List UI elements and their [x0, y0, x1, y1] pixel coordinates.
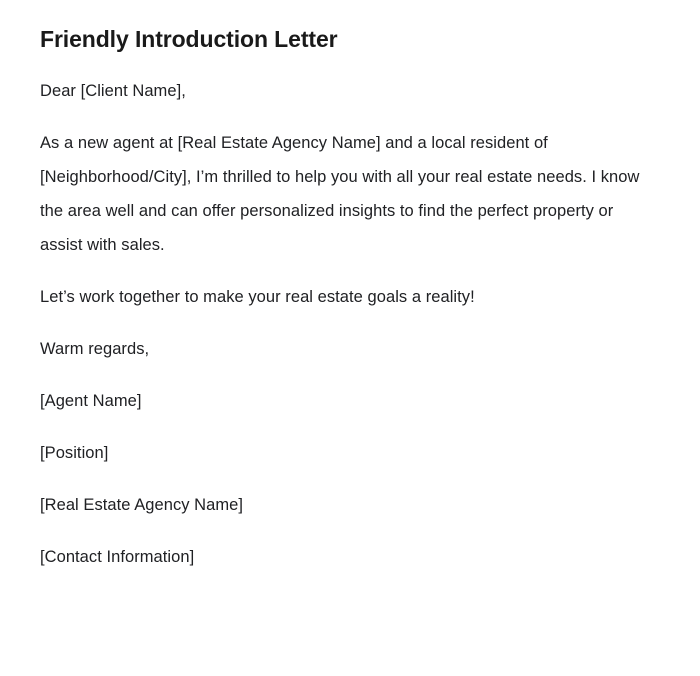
signature-contact-information: [Contact Information]	[40, 548, 195, 566]
salutation-paragraph: Dear [Client Name],	[40, 82, 186, 100]
signature-agency-name: [Real Estate Agency Name]	[40, 496, 244, 514]
page-title: Friendly Introduction Letter	[40, 26, 338, 52]
signature-agent-name: [Agent Name]	[40, 392, 142, 410]
sign-off-paragraph: Warm regards,	[40, 340, 150, 358]
body-paragraph: As a new agent at [Real Estate Agency Name] and a local resident of [Neighborhood/City], I’m thrilled to help you with all your real estate needs. I know the area well and can offer personalized insights to find the perfect property or assist with sales.	[40, 134, 640, 254]
signature-position: [Position]	[40, 444, 109, 462]
closing-call-to-action-paragraph: Let’s work together to make your real estate goals a reality!	[40, 288, 475, 306]
